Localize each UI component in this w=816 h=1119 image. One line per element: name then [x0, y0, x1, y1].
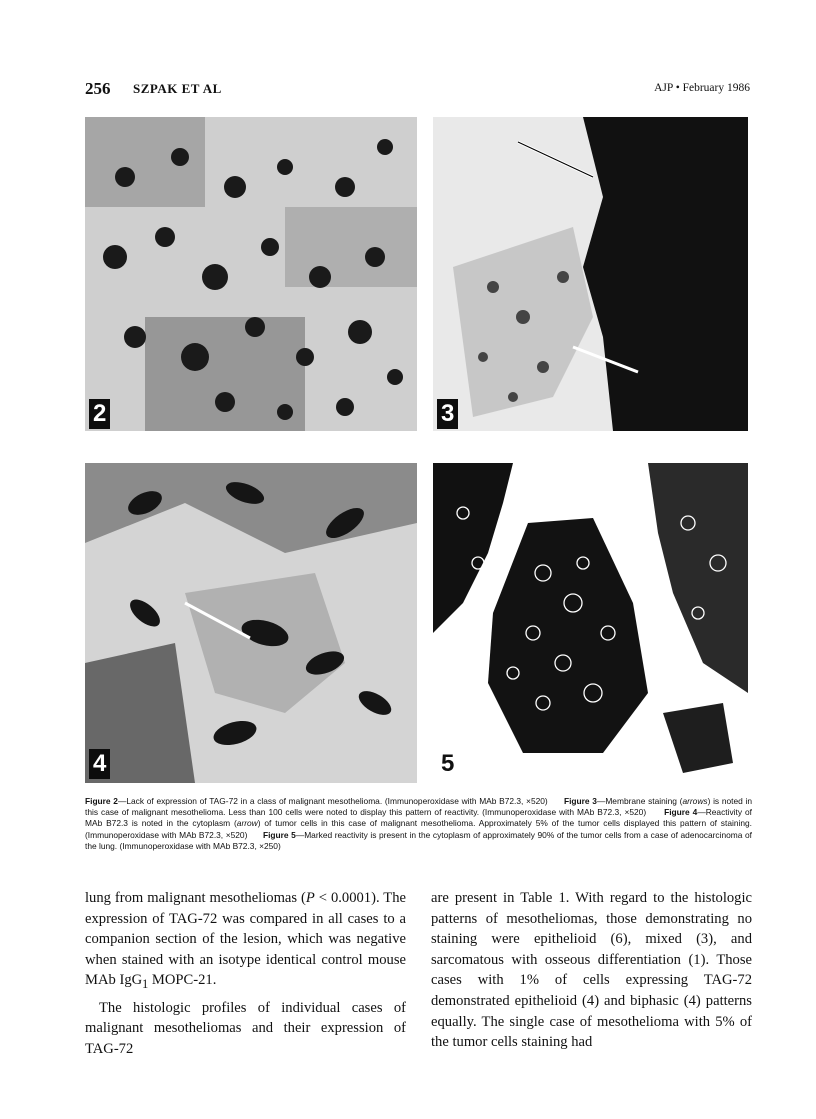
- body-text: MOPC-21.: [148, 972, 217, 989]
- figure-3-caption-label: Figure 3: [563, 796, 597, 806]
- body-text: < 0.0001). The expression of TAG-72 was compared in all cases to a companion section of the lesion, which was negative when stained with an isotype identical control mouse MAb IgG: [85, 890, 406, 989]
- page-number: 256: [85, 79, 111, 98]
- body-paragraph: are present in Table 1. With regard to the histologic patterns of mesotheliomas, those demonstrating no staining were epithelioid (6), mixed (3), and sarcomatous with osseous differentiation (1). Those cases with 1% of cells expressing TAG-72 demonstrated epithelioid (4) and biphasic (4) patterns equally. The single case of mesothelioma with 5% of the tumor cells staining had: [431, 890, 752, 1051]
- journal-issue: AJP • February 1986: [654, 82, 750, 94]
- figure-5-label: 5: [437, 749, 458, 779]
- figure-3-caption-arrows: arrows: [682, 796, 708, 806]
- body-paragraph: The histologic profiles of individual cases of malignant mesotheliomas and their expression of TAG-72: [85, 999, 406, 1058]
- figure-2-label: 2: [89, 399, 110, 429]
- body-column-right: [431, 888, 752, 1053]
- page-header: [85, 79, 750, 101]
- figure-3-caption-text-b: ) is noted in this case of malignant mesothelioma. Less than 100 cells were noted to display this pattern of reactivity. (Immunoperoxidase with MAb B72.3, ×520): [85, 796, 753, 818]
- figure-2-caption-text: —Lack of expression of TAG-72 in a class of malignant mesothelioma. (Immunoperoxidase with MAb B72.3, ×520): [117, 796, 548, 806]
- figure-5-micrograph: [433, 463, 748, 783]
- figure-4-micrograph: [85, 463, 417, 783]
- figure-4-caption-text-a: —Reactivity of MAb B72.3 is noted in the cytoplasm (: [85, 807, 753, 829]
- figure-4-caption-text-b: ) of tumor cells in this case of malignant mesothelioma. Approximately 5% of the tumor cells displayed this pattern of staining. (Immunoperoxidase with MAb B72.3, ×520): [85, 818, 752, 840]
- figure-3-image: [433, 117, 748, 431]
- figure-4-image: [85, 463, 417, 783]
- figure-5-caption-text: —Marked reactivity is present in the cytoplasm of approximately 90% of the tumor cells from a case of adenocarcinoma of the lung. (Immunoperoxidase with MAb B72.3, ×250): [85, 829, 753, 851]
- figure-4-caption-label: Figure 4: [664, 807, 698, 818]
- body-paragraph: [85, 888, 406, 995]
- figure-3-micrograph: [433, 117, 748, 431]
- figure-5-caption-label: Figure 5: [262, 829, 296, 840]
- figure-2-caption-label: Figure 2: [85, 796, 118, 806]
- p-value-symbol: P: [305, 890, 315, 906]
- running-authors: SZPAK ET AL: [133, 81, 222, 96]
- figure-2-image: [85, 117, 417, 431]
- figure-4-label: 4: [89, 749, 110, 779]
- figure-3-caption-text-a: —Membrane staining (: [596, 796, 683, 806]
- figure-3-label: 3: [437, 399, 458, 429]
- figure-2-micrograph: [85, 117, 417, 431]
- isotype-subscript: 1: [142, 977, 149, 992]
- body-text: lung from malignant mesotheliomas (: [85, 890, 306, 906]
- figure-5-image: [433, 463, 748, 783]
- figure-4-caption-arrow: arrow: [236, 818, 258, 829]
- figure-captions: [85, 796, 752, 852]
- body-column-left: [85, 888, 406, 1060]
